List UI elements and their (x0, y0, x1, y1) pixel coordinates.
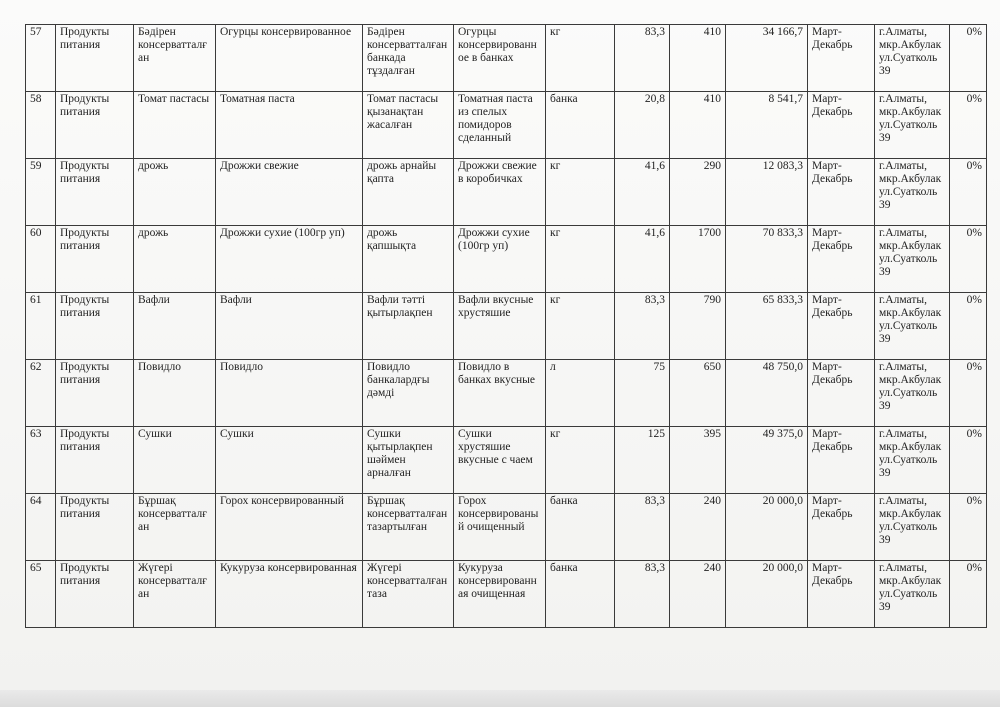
price-cell: 395 (670, 427, 726, 494)
description-ru-cell: Повидло в банках вкусные (454, 360, 546, 427)
table-row (26, 494, 987, 561)
sum-cell: 34 166,7 (726, 25, 808, 92)
sum-cell: 70 833,3 (726, 226, 808, 293)
category-cell: Продукты питания (56, 360, 134, 427)
table-row (26, 159, 987, 226)
advance-percent-cell: 0% (950, 92, 987, 159)
category-cell: Продукты питания (56, 159, 134, 226)
description-kz-cell: Бұршақ консерватталған тазартылған (363, 494, 454, 561)
price-cell: 410 (670, 92, 726, 159)
unit-cell: кг (546, 293, 615, 360)
description-kz-cell: дрожь қапшықта (363, 226, 454, 293)
category-cell: Продукты питания (56, 427, 134, 494)
description-ru-cell: Дрожжи свежие в коробичках (454, 159, 546, 226)
unit-cell: банка (546, 494, 615, 561)
delivery-place-cell: г.Алматы, мкр.Акбулак ул.Суатколь 39 (875, 25, 950, 92)
period-cell: Март-Декабрь (808, 561, 875, 628)
unit-cell: кг (546, 25, 615, 92)
period-cell: Март-Декабрь (808, 226, 875, 293)
description-ru-cell: Сушки хрустяшие вкусные с чаем (454, 427, 546, 494)
table-row (26, 226, 987, 293)
description-kz-cell: Вафли тәтті қытырлақпен (363, 293, 454, 360)
category-cell: Продукты питания (56, 226, 134, 293)
row-number: 58 (26, 92, 56, 159)
row-number: 62 (26, 360, 56, 427)
delivery-place-cell: г.Алматы, мкр.Акбулак ул.Суатколь 39 (875, 92, 950, 159)
name-kz-cell: Сушки (134, 427, 216, 494)
advance-percent-cell: 0% (950, 25, 987, 92)
category-cell: Продукты питания (56, 561, 134, 628)
sum-cell: 49 375,0 (726, 427, 808, 494)
sum-cell: 20 000,0 (726, 561, 808, 628)
delivery-place-cell: г.Алматы, мкр.Акбулак ул.Суатколь 39 (875, 293, 950, 360)
price-cell: 650 (670, 360, 726, 427)
description-ru-cell: Вафли вкусные хрустяшие (454, 293, 546, 360)
delivery-place-cell: г.Алматы, мкр.Акбулак ул.Суатколь 39 (875, 360, 950, 427)
advance-percent-cell: 0% (950, 427, 987, 494)
name-kz-cell: дрожь (134, 226, 216, 293)
advance-percent-cell: 0% (950, 360, 987, 427)
category-cell: Продукты питания (56, 25, 134, 92)
advance-percent-cell: 0% (950, 226, 987, 293)
price-cell: 290 (670, 159, 726, 226)
period-cell: Март-Декабрь (808, 159, 875, 226)
table-row (26, 360, 987, 427)
procurement-table (25, 24, 987, 628)
description-ru-cell: Огурцы консервированное в банках (454, 25, 546, 92)
name-kz-cell: Бәдірен консерватталған (134, 25, 216, 92)
price-cell: 240 (670, 494, 726, 561)
name-ru-cell: Сушки (216, 427, 363, 494)
quantity-cell: 20,8 (615, 92, 670, 159)
advance-percent-cell: 0% (950, 159, 987, 226)
row-number: 65 (26, 561, 56, 628)
name-kz-cell: Повидло (134, 360, 216, 427)
delivery-place-cell: г.Алматы, мкр.Акбулак ул.Суатколь 39 (875, 561, 950, 628)
name-ru-cell: Дрожжи свежие (216, 159, 363, 226)
unit-cell: банка (546, 92, 615, 159)
table-row (26, 427, 987, 494)
row-number: 60 (26, 226, 56, 293)
delivery-place-cell: г.Алматы, мкр.Акбулак ул.Суатколь 39 (875, 494, 950, 561)
description-ru-cell: Томатная паста из спелых помидоров сделанный (454, 92, 546, 159)
table-row (26, 293, 987, 360)
period-cell: Март-Декабрь (808, 360, 875, 427)
row-number: 64 (26, 494, 56, 561)
name-ru-cell: Горох консервированный (216, 494, 363, 561)
description-kz-cell: Жүгері консерватталған таза (363, 561, 454, 628)
category-cell: Продукты питания (56, 92, 134, 159)
description-kz-cell: Томат пастасы қызанақтан жасалған (363, 92, 454, 159)
quantity-cell: 83,3 (615, 293, 670, 360)
name-ru-cell: Вафли (216, 293, 363, 360)
period-cell: Март-Декабрь (808, 92, 875, 159)
description-kz-cell: дрожь арнайы қапта (363, 159, 454, 226)
price-cell: 790 (670, 293, 726, 360)
quantity-cell: 125 (615, 427, 670, 494)
row-number: 59 (26, 159, 56, 226)
name-kz-cell: Вафли (134, 293, 216, 360)
unit-cell: кг (546, 226, 615, 293)
price-cell: 240 (670, 561, 726, 628)
name-ru-cell: Дрожжи сухие (100гр уп) (216, 226, 363, 293)
name-kz-cell: дрожь (134, 159, 216, 226)
name-ru-cell: Повидло (216, 360, 363, 427)
name-kz-cell: Томат пастасы (134, 92, 216, 159)
sum-cell: 20 000,0 (726, 494, 808, 561)
unit-cell: банка (546, 561, 615, 628)
period-cell: Март-Декабрь (808, 494, 875, 561)
unit-cell: л (546, 360, 615, 427)
delivery-place-cell: г.Алматы, мкр.Акбулак ул.Суатколь 39 (875, 427, 950, 494)
sum-cell: 65 833,3 (726, 293, 808, 360)
period-cell: Март-Декабрь (808, 293, 875, 360)
delivery-place-cell: г.Алматы, мкр.Акбулак ул.Суатколь 39 (875, 226, 950, 293)
description-kz-cell: Бәдірен консерватталған банкада тұздалған (363, 25, 454, 92)
advance-percent-cell: 0% (950, 561, 987, 628)
description-kz-cell: Повидло банкалардғы дәмді (363, 360, 454, 427)
category-cell: Продукты питания (56, 293, 134, 360)
unit-cell: кг (546, 159, 615, 226)
category-cell: Продукты питания (56, 494, 134, 561)
period-cell: Март-Декабрь (808, 25, 875, 92)
row-number: 57 (26, 25, 56, 92)
sum-cell: 48 750,0 (726, 360, 808, 427)
name-ru-cell: Томатная паста (216, 92, 363, 159)
table-row (26, 561, 987, 628)
row-number: 63 (26, 427, 56, 494)
description-ru-cell: Кукуруза консервированная очищенная (454, 561, 546, 628)
sum-cell: 8 541,7 (726, 92, 808, 159)
advance-percent-cell: 0% (950, 293, 987, 360)
description-kz-cell: Сушки қытырлақпен шәймен арналған (363, 427, 454, 494)
scan-bottom-edge (0, 690, 1000, 707)
description-ru-cell: Дрожжи сухие (100гр уп) (454, 226, 546, 293)
delivery-place-cell: г.Алматы, мкр.Акбулак ул.Суатколь 39 (875, 159, 950, 226)
name-kz-cell: Бұршақ консерватталған (134, 494, 216, 561)
quantity-cell: 83,3 (615, 25, 670, 92)
quantity-cell: 83,3 (615, 561, 670, 628)
table-row (26, 25, 987, 92)
description-ru-cell: Горох консервированый очищенный (454, 494, 546, 561)
table-row (26, 92, 987, 159)
quantity-cell: 75 (615, 360, 670, 427)
period-cell: Март-Декабрь (808, 427, 875, 494)
sum-cell: 12 083,3 (726, 159, 808, 226)
name-ru-cell: Огурцы консервированное (216, 25, 363, 92)
price-cell: 1700 (670, 226, 726, 293)
row-number: 61 (26, 293, 56, 360)
quantity-cell: 41,6 (615, 159, 670, 226)
quantity-cell: 83,3 (615, 494, 670, 561)
name-ru-cell: Кукуруза консервированная (216, 561, 363, 628)
quantity-cell: 41,6 (615, 226, 670, 293)
advance-percent-cell: 0% (950, 494, 987, 561)
unit-cell: кг (546, 427, 615, 494)
price-cell: 410 (670, 25, 726, 92)
name-kz-cell: Жүгері консерватталған (134, 561, 216, 628)
